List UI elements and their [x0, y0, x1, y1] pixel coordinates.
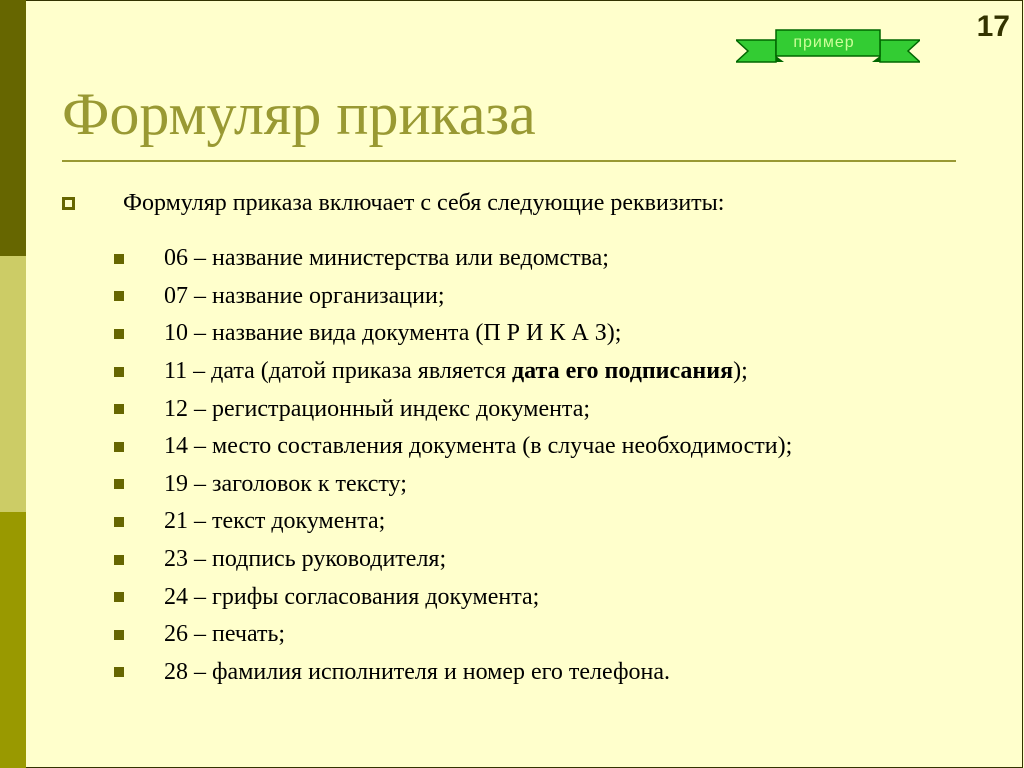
list-item-text: 12 – регистрационный индекс документа; [164, 395, 591, 422]
list-item-text: 10 – название вида документа (П Р И К А З); [164, 320, 622, 347]
side-bar-dark [0, 0, 26, 256]
list-item [114, 353, 792, 391]
square-bullet-icon [114, 630, 124, 640]
list-item-text: 28 – фамилия исполнителя и номер его телефона. [164, 658, 671, 685]
list-item [114, 616, 792, 654]
square-bullet-icon [114, 367, 124, 377]
side-bar-mid [0, 512, 26, 768]
list-item [114, 654, 792, 692]
example-ribbon[interactable] [736, 28, 920, 64]
square-bullet-icon [114, 442, 124, 452]
list-item-text-prefix: 11 – дата (датой приказа является [164, 358, 512, 385]
list-item [114, 428, 792, 466]
square-bullet-icon [114, 517, 124, 527]
list-item [114, 503, 792, 541]
list-item-text: 26 – печать; [164, 621, 286, 648]
list-item [114, 390, 792, 428]
hollow-square-bullet-icon [62, 197, 75, 210]
list-item-text: 06 – название министерства или ведомства; [164, 245, 609, 272]
list-item-text [164, 358, 748, 385]
list-item-text-emphasis: дата его подписания [512, 358, 734, 385]
list-item-text: 21 – текст документа; [164, 508, 386, 535]
list-item-text: 07 – название организации; [164, 282, 445, 309]
list-item-text-suffix: ); [733, 358, 748, 385]
list-item-text: 23 – подпись руководителя; [164, 546, 447, 573]
square-bullet-icon [114, 404, 124, 414]
slide-number: 17 [976, 10, 1010, 43]
ribbon-label: пример [793, 34, 855, 51]
list-item [114, 240, 792, 278]
list-item-text: 24 – грифы согласования документа; [164, 583, 540, 610]
requisites-list [114, 240, 792, 691]
title-divider [62, 160, 956, 162]
page-title: Формуляр приказа [62, 81, 536, 147]
list-item [114, 315, 792, 353]
list-item-text: 14 – место составления документа (в случае необходимости); [164, 433, 793, 460]
square-bullet-icon [114, 329, 124, 339]
list-item-text: 19 – заголовок к тексту; [164, 470, 407, 497]
square-bullet-icon [114, 291, 124, 301]
list-item [114, 278, 792, 316]
list-item [114, 578, 792, 616]
square-bullet-icon [114, 254, 124, 264]
square-bullet-icon [114, 555, 124, 565]
side-bar-light [0, 256, 26, 512]
list-item [114, 466, 792, 504]
square-bullet-icon [114, 479, 124, 489]
square-bullet-icon [114, 592, 124, 602]
list-item [114, 541, 792, 579]
intro-text: Формуляр приказа включает с себя следующие реквизиты: [123, 189, 725, 216]
square-bullet-icon [114, 667, 124, 677]
intro-paragraph [62, 186, 724, 220]
